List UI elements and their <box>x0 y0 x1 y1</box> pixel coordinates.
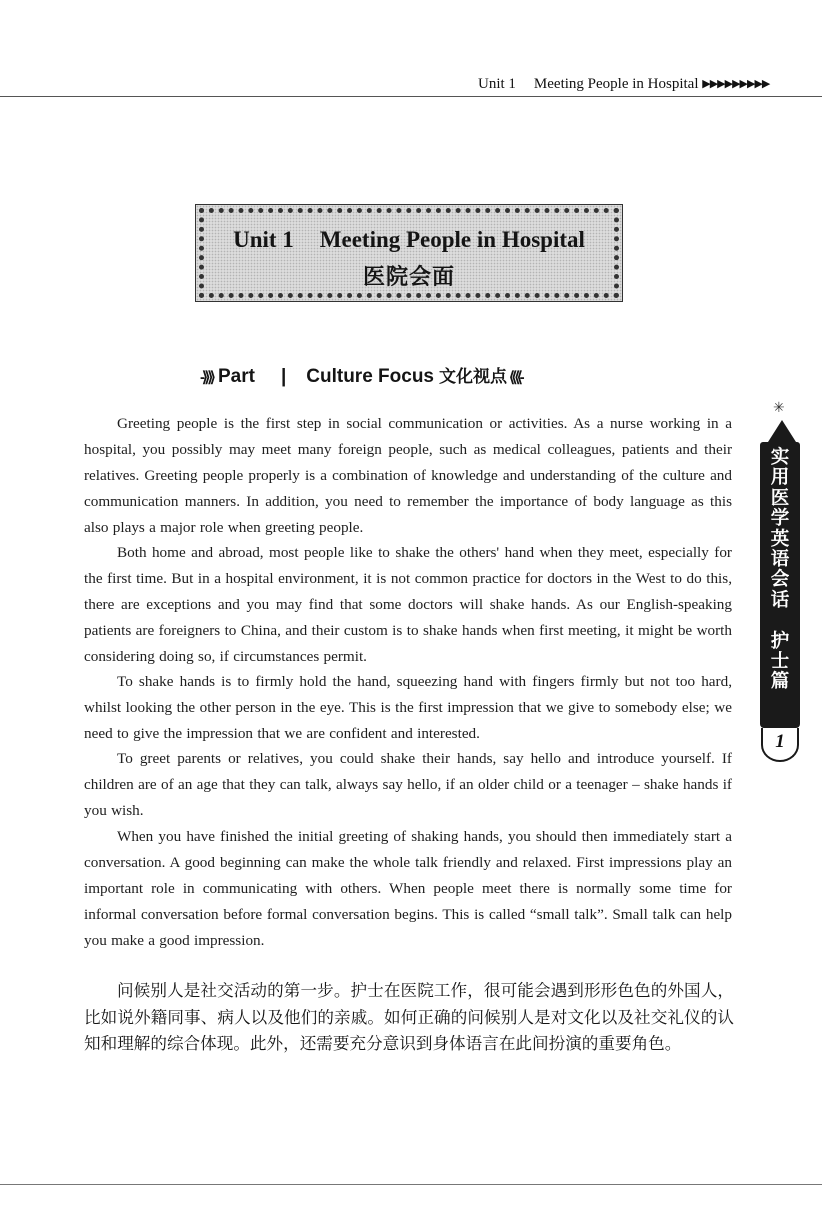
ornament-right: ⟪⟪- <box>509 369 522 386</box>
unit-title <box>196 227 622 253</box>
header-unit: Unit 1 <box>478 76 516 92</box>
side-tab <box>760 400 804 780</box>
unit-number: Unit 1 <box>233 227 294 252</box>
paragraph-4: To greet parents or relatives, you could shake their hands, say hello and introduce yourself. If children are of an age that they can talk, always say hello, if an older child or a teenager – shake hands if you wish. <box>84 750 732 819</box>
part-heading <box>200 362 522 388</box>
page-number: 1 <box>761 728 799 762</box>
unit-title-text: Meeting People in Hospital <box>319 227 585 252</box>
sparkle-icon: ✳ <box>773 400 785 416</box>
header-title: Meeting People in Hospital <box>533 76 699 92</box>
side-tab-text: 实 用 医 学 英 语 会 话 护 士 篇 <box>770 447 790 693</box>
flag-icon <box>768 420 796 442</box>
ornament-left: -⟫⟫ <box>200 369 213 386</box>
part-title-chinese: 文化视点 <box>439 367 507 387</box>
part-label: Part <box>217 366 255 387</box>
header-rule <box>0 96 822 97</box>
paragraph-5: When you have finished the initial greeting of shaking hands, you should then immediately start a conversation. A good beginning can make the whole talk friendly and relaxed. First impressions play an important role in communicating with others. When people meet there is normally some time for informal conversation before formal conversation begins. This is called “small talk”. Small talk can help you make a good impression. <box>84 828 732 949</box>
part-separator: | <box>280 366 287 387</box>
paragraph-1: Greeting people is the first step in social communication or activities. As a nurse working in a hospital, you possibly may meet many foreign people, such as medical colleagues, patients and their relatives. Greeting people properly is a combination of knowledge and understanding of the culture and communication manners. In addition, you need to remember the importance of body language as this also plays a major role when greeting people. <box>84 415 732 536</box>
paragraph-3: To shake hands is to firmly hold the hand, squeezing hand with fingers firmly but not too hard, whilst looking the other person in the eye. This is the first impression that we give to somebody else; we need to give the impression that we are confident and interested. <box>84 673 732 742</box>
part-title: Culture Focus <box>306 366 434 387</box>
footer-rule <box>0 1184 822 1185</box>
header-arrows: ▶▶▶▶▶▶▶▶▶ <box>702 78 770 90</box>
unit-title-chinese: 医院会面 <box>362 265 455 290</box>
paragraph-2: Both home and abroad, most people like to shake the others' hand when they meet, especially for the first time. But in a hospital environment, it is not common practice for doctors in the West to do this, there are exceptions and you may find that some doctors will shake hands. As our English-speaking patients are foreigners to China, and their custom is to shake hands when first meeting, it might be worth considering doing so, if circumstances permit. <box>84 544 732 665</box>
chinese-summary-paragraph: 问候别人是社交活动的第一步。护士在医院工作，很可能会遇到形形色色的外国人，比如说外籍同事、病人以及他们的亲戚。如何正确的问候别人是对文化以及社交礼仪的认知和理解的综合体现。此外，还需要充分意识到身体语言在此间扮演的重要角色。 <box>84 981 734 1053</box>
unit-title-box <box>195 204 623 302</box>
running-header <box>478 76 769 93</box>
